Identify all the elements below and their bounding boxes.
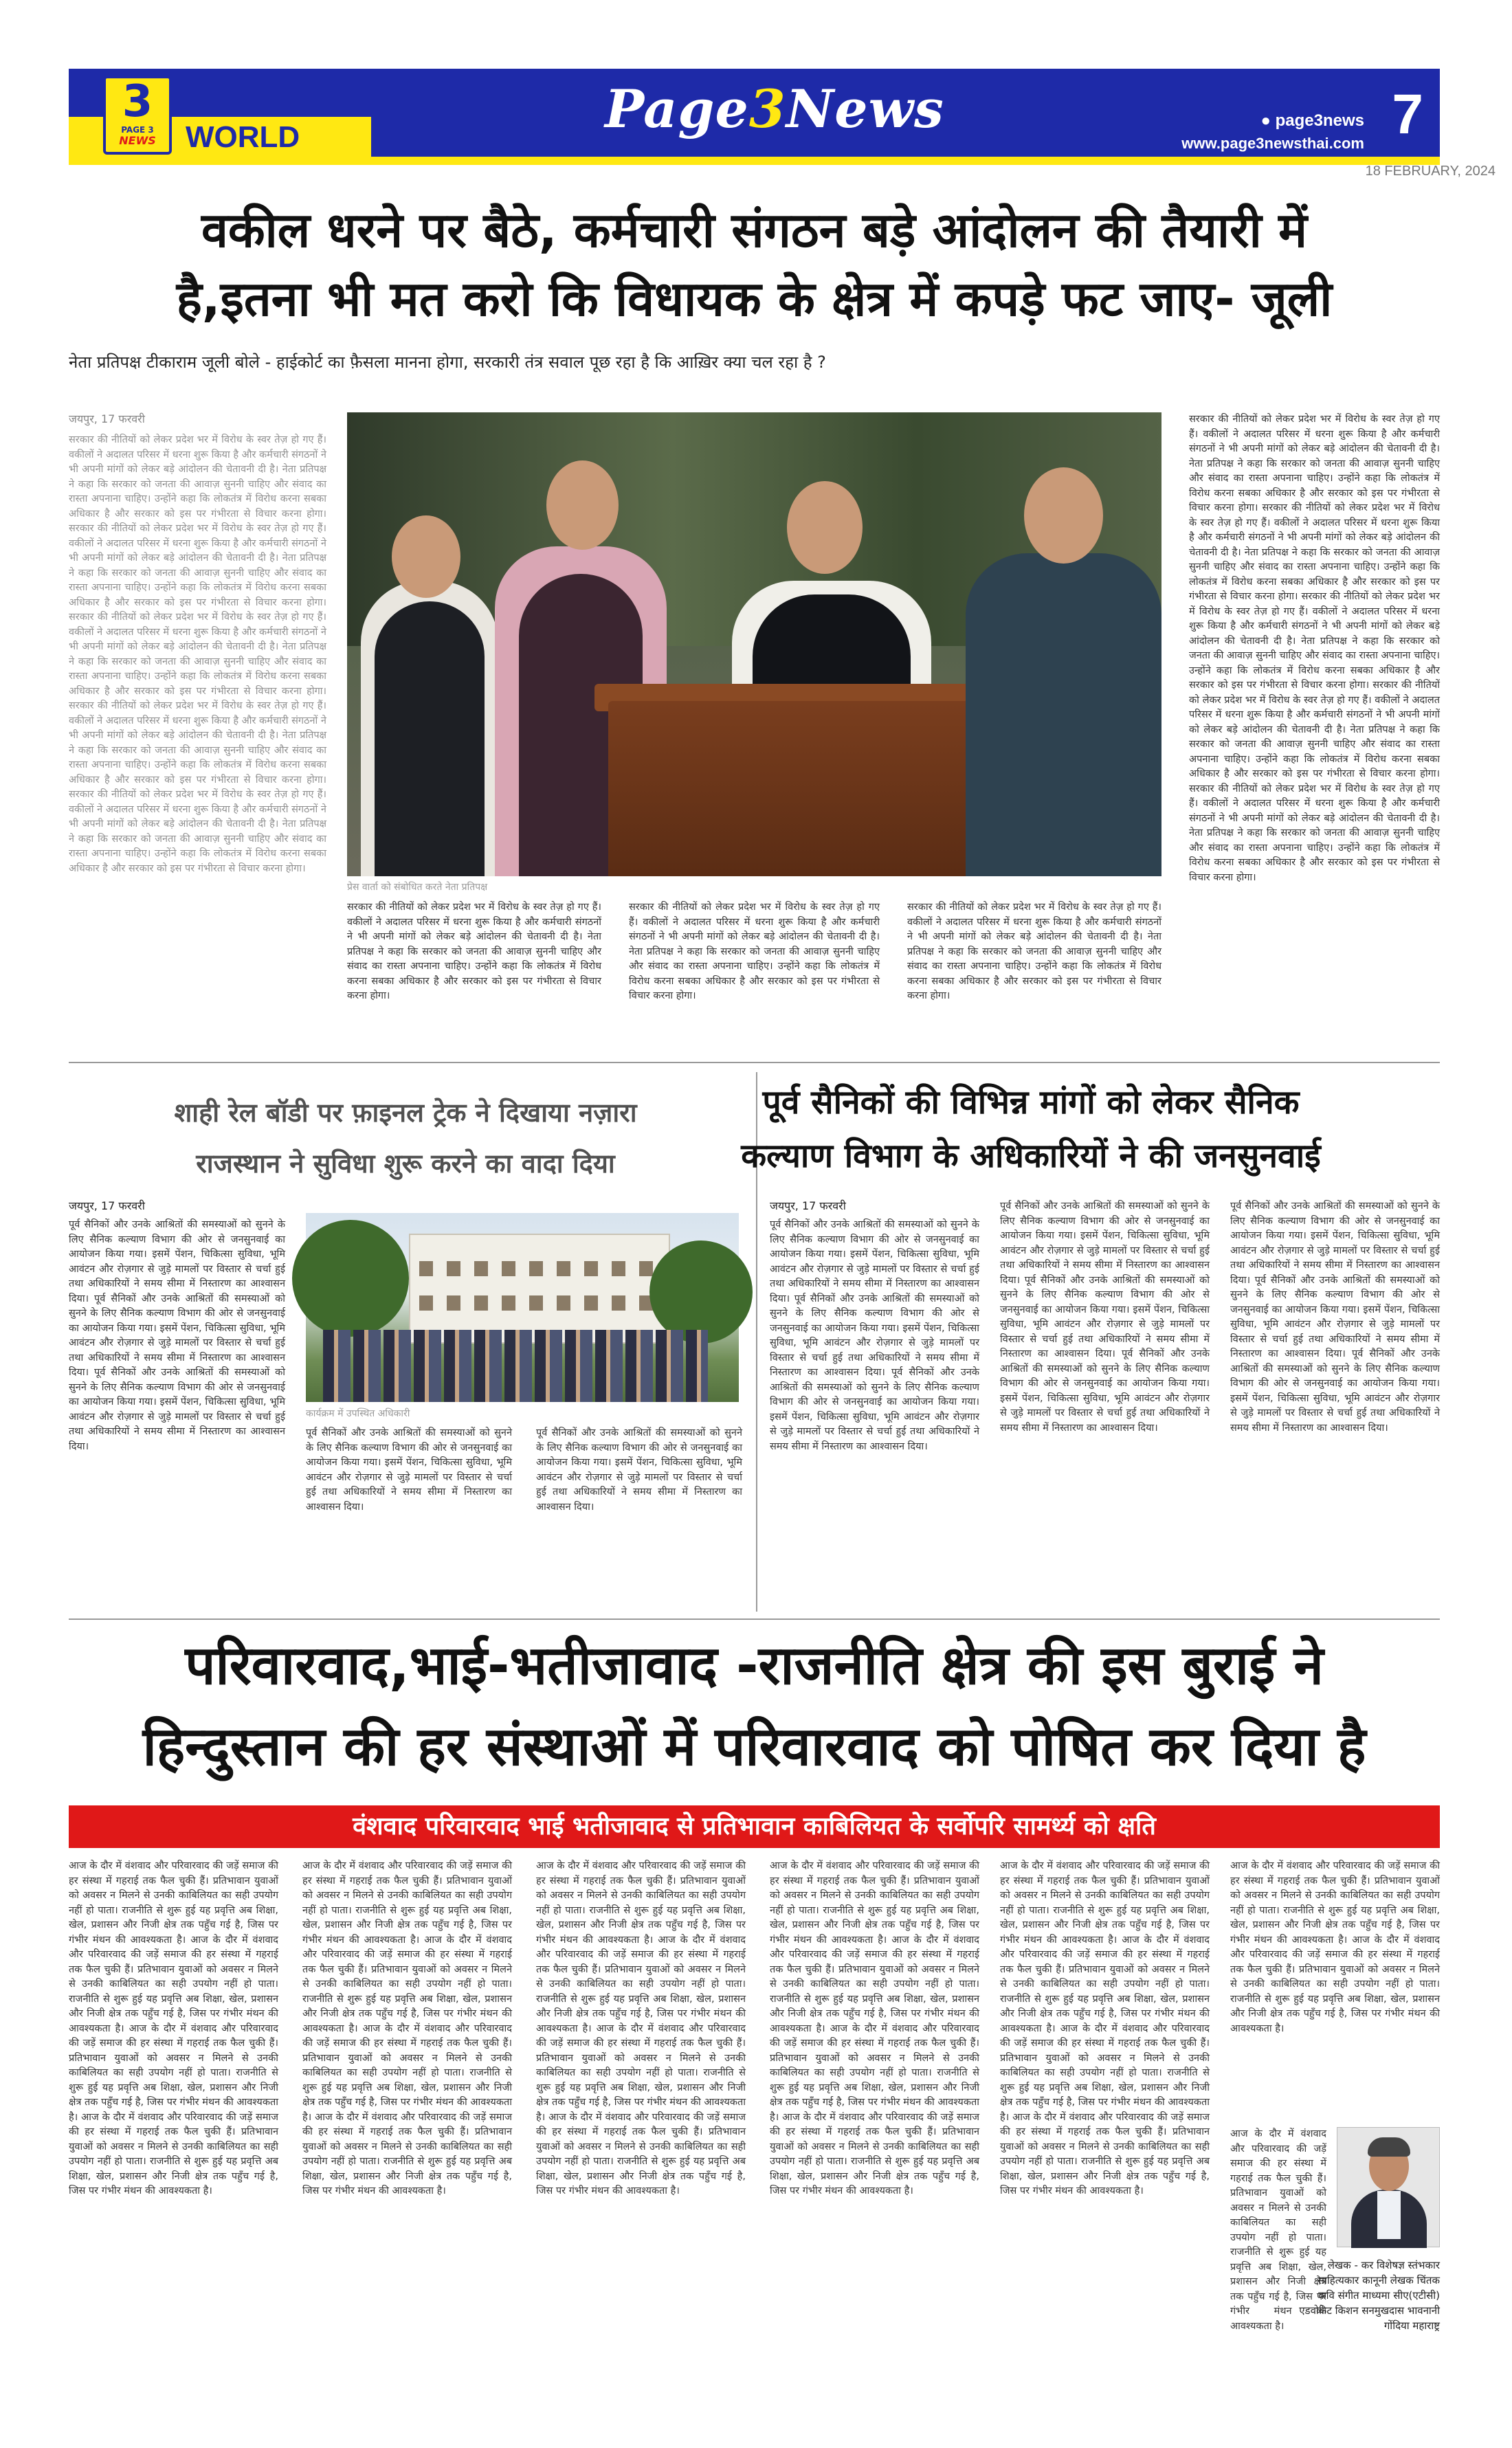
section-divider-1 bbox=[69, 1062, 1440, 1063]
author-photo[interactable] bbox=[1337, 2127, 1440, 2247]
story2-col3-text-2: पूर्व सैनिकों और उनके आश्रितों की समस्याओं को सुनने के लिए सैनिक कल्याण विभाग की ओर से जनसुनवाई का आयोजन किया गया। इसमें पेंशन, चिकित्सा सुविधा, भूमि आवंटन और रोज़गार से जुड़े मामलों पर विस्तार से चर्चा हुई तथा अधिकारियों ने समय सीमा में निस्तारण का आश्वासन दिया। bbox=[1230, 1274, 1440, 1359]
section-divider-2 bbox=[69, 1618, 1440, 1620]
story4-column-4 bbox=[770, 1859, 979, 2381]
story2-column-1 bbox=[770, 1218, 979, 1610]
masthead-strip bbox=[69, 157, 1440, 165]
brand-number: 3 bbox=[748, 78, 786, 140]
person-2-head bbox=[546, 460, 619, 550]
issue-date: 18 FEBRUARY, 2024 bbox=[1365, 164, 1496, 179]
story4-col3-text-3: आज के दौर में वंशवाद और परिवारवाद की जड़ें समाज की हर संस्था में गहराई तक फैल चुकी हैं। प्रतिभावान युवाओं को अवसर न मिलने से उनकी काबिलियत का सही उपयोग नहीं हो पाता। राजनीति से शुरू हुई यह प्रवृत्ति अब शिक्षा, खेल, प्रशासन और निजी क्षेत्र तक पहुँच गई है, जिस पर गंभीर मंथन की आवश्यकता है। bbox=[536, 2023, 746, 2123]
photo-group-caption: कार्यक्रम में उपस्थित अधिकारी bbox=[306, 1408, 410, 1419]
story4-col1-text-2: आज के दौर में वंशवाद और परिवारवाद की जड़ें समाज की हर संस्था में गहराई तक फैल चुकी हैं। प्रतिभावान युवाओं को अवसर न मिलने से उनकी काबिलियत का सही उपयोग नहीं हो पाता। राजनीति से शुरू हुई यह प्रवृत्ति अब शिक्षा, खेल, प्रशासन और निजी क्षेत्र तक पहुँच गई है, जिस पर गंभीर मंथन की आवश्यकता है। bbox=[69, 1934, 278, 2034]
story1-headline-line1: वकील धरने पर बैठे, कर्मचारी संगठन बड़े आंदोलन की तैयारी में bbox=[201, 202, 1308, 258]
story1-column-4 bbox=[907, 900, 1161, 1051]
story1-col2-text: सरकार की नीतियों को लेकर प्रदेश भर में विरोध के स्वर तेज़ हो गए हैं। वकीलों ने अदालत परिसर में धरना शुरू किया है और कर्मचारी संगठनों ने भी अपनी मांगों को लेकर बड़े आंदोलन की चेतावनी दी है। नेता प्रतिपक्ष ने कहा कि सरकार को जनता की आवाज़ सुननी चाहिए और संवाद का रास्ता अपनाना चाहिए। उन्होंने कहा कि लोकतंत्र में विरोध करना सबका अधिकार है और सरकार को इस पर गंभीरता से विचार करना होगा। bbox=[347, 902, 601, 1001]
author-line-2: साहित्यकार कानूनी लेखक चिंतक bbox=[1317, 2274, 1440, 2286]
story4-headline-line1: परिवारवाद,भाई-भतीजावाद -राजनीति क्षेत्र की इस बुराई ने bbox=[185, 1635, 1324, 1697]
story4-column-6b bbox=[1230, 2127, 1326, 2332]
story2-column-2 bbox=[1000, 1199, 1210, 1610]
story4-ribbon: वंशवाद परिवारवाद भाई भतीजावाद से प्रतिभावान काबिलियत के सर्वोपरि सामर्थ्य को क्षति bbox=[69, 1805, 1440, 1848]
story2-col1-text-3: पूर्व सैनिकों और उनके आश्रितों की समस्याओं को सुनने के लिए सैनिक कल्याण विभाग की ओर से जनसुनवाई का आयोजन किया गया। इसमें पेंशन, चिकित्सा सुविधा, भूमि आवंटन और रोज़गार से जुड़े मामलों पर विस्तार से चर्चा हुई तथा अधिकारियों ने समय सीमा में निस्तारण का आश्वासन दिया। bbox=[770, 1367, 979, 1452]
story4-col5-text-2: आज के दौर में वंशवाद और परिवारवाद की जड़ें समाज की हर संस्था में गहराई तक फैल चुकी हैं। प्रतिभावान युवाओं को अवसर न मिलने से उनकी काबिलियत का सही उपयोग नहीं हो पाता। राजनीति से शुरू हुई यह प्रवृत्ति अब शिक्षा, खेल, प्रशासन और निजी क्षेत्र तक पहुँच गई है, जिस पर गंभीर मंथन की आवश्यकता है। bbox=[1000, 1934, 1210, 2034]
person-1-jacket bbox=[375, 601, 485, 876]
story2-col2-text-2: पूर्व सैनिकों और उनके आश्रितों की समस्याओं को सुनने के लिए सैनिक कल्याण विभाग की ओर से जनसुनवाई का आयोजन किया गया। इसमें पेंशन, चिकित्सा सुविधा, भूमि आवंटन और रोज़गार से जुड़े मामलों पर विस्तार से चर्चा हुई तथा अधिकारियों ने समय सीमा में निस्तारण का आश्वासन दिया। bbox=[1000, 1274, 1210, 1359]
masthead bbox=[69, 69, 1440, 165]
story4-col1-text-3: आज के दौर में वंशवाद और परिवारवाद की जड़ें समाज की हर संस्था में गहराई तक फैल चुकी हैं। प्रतिभावान युवाओं को अवसर न मिलने से उनकी काबिलियत का सही उपयोग नहीं हो पाता। राजनीति से शुरू हुई यह प्रवृत्ति अब शिक्षा, खेल, प्रशासन और निजी क्षेत्र तक पहुँच गई है, जिस पर गंभीर मंथन की आवश्यकता है। bbox=[69, 2023, 278, 2123]
story4-col1-text-4: आज के दौर में वंशवाद और परिवारवाद की जड़ें समाज की हर संस्था में गहराई तक फैल चुकी हैं। प्रतिभावान युवाओं को अवसर न मिलने से उनकी काबिलियत का सही उपयोग नहीं हो पाता। राजनीति से शुरू हुई यह प्रवृत्ति अब शिक्षा, खेल, प्रशासन और निजी क्षेत्र तक पहुँच गई है, जिस पर गंभीर मंथन की आवश्यकता है। bbox=[69, 2111, 278, 2196]
story4-col4-text-2: आज के दौर में वंशवाद और परिवारवाद की जड़ें समाज की हर संस्था में गहराई तक फैल चुकी हैं। प्रतिभावान युवाओं को अवसर न मिलने से उनकी काबिलियत का सही उपयोग नहीं हो पाता। राजनीति से शुरू हुई यह प्रवृत्ति अब शिक्षा, खेल, प्रशासन और निजी क्षेत्र तक पहुँच गई है, जिस पर गंभीर मंथन की आवश्यकता है। bbox=[770, 1934, 979, 2034]
story1-col1-text-5: सरकार की नीतियों को लेकर प्रदेश भर में विरोध के स्वर तेज़ हो गए हैं। वकीलों ने अदालत परिसर में धरना शुरू किया है और कर्मचारी संगठनों ने भी अपनी मांगों को लेकर बड़े आंदोलन की चेतावनी दी है। नेता प्रतिपक्ष ने कहा कि सरकार को जनता की आवाज़ सुननी चाहिए और संवाद का रास्ता अपनाना चाहिए। उन्होंने कहा कि लोकतंत्र में विरोध करना सबका अधिकार है और सरकार को इस पर गंभीरता से विचार करना होगा। bbox=[69, 789, 326, 874]
tree-left bbox=[292, 1220, 409, 1337]
story1-column-3 bbox=[629, 900, 880, 1051]
story4-col3-text-2: आज के दौर में वंशवाद और परिवारवाद की जड़ें समाज की हर संस्था में गहराई तक फैल चुकी हैं। प्रतिभावान युवाओं को अवसर न मिलने से उनकी काबिलियत का सही उपयोग नहीं हो पाता। राजनीति से शुरू हुई यह प्रवृत्ति अब शिक्षा, खेल, प्रशासन और निजी क्षेत्र तक पहुँच गई है, जिस पर गंभीर मंथन की आवश्यकता है। bbox=[536, 1934, 746, 2034]
site-url[interactable]: www.page3newsthai.com bbox=[1181, 135, 1364, 152]
logo-news: NEWS bbox=[119, 134, 156, 147]
person-4 bbox=[966, 553, 1161, 876]
tree-right bbox=[649, 1240, 753, 1344]
author-line-1: लेखक - कर विशेषज्ञ स्तंभकार bbox=[1327, 2259, 1440, 2271]
story2-col2-text-3: पूर्व सैनिकों और उनके आश्रितों की समस्याओं को सुनने के लिए सैनिक कल्याण विभाग की ओर से जनसुनवाई का आयोजन किया गया। इसमें पेंशन, चिकित्सा सुविधा, भूमि आवंटन और रोज़गार से जुड़े मामलों पर विस्तार से चर्चा हुई तथा अधिकारियों ने समय सीमा में निस्तारण का आश्वासन दिया। bbox=[1000, 1348, 1210, 1434]
story4-headline-line2: हिन्दुस्तान की हर संस्थाओं में परिवारवाद को पोषित कर दिया है bbox=[142, 1716, 1366, 1778]
story1-col5-text-5: सरकार की नीतियों को लेकर प्रदेश भर में विरोध के स्वर तेज़ हो गए हैं। वकीलों ने अदालत परिसर में धरना शुरू किया है और कर्मचारी संगठनों ने भी अपनी मांगों को लेकर बड़े आंदोलन की चेतावनी दी है। नेता प्रतिपक्ष ने कहा कि सरकार को जनता की आवाज़ सुननी चाहिए और संवाद का रास्ता अपनाना चाहिए। उन्होंने कहा कि लोकतंत्र में विरोध करना सबका अधिकार है और सरकार को इस पर गंभीरता से विचार करना होगा। bbox=[1189, 783, 1440, 883]
story2-col3-text: पूर्व सैनिकों और उनके आश्रितों की समस्याओं को सुनने के लिए सैनिक कल्याण विभाग की ओर से जनसुनवाई का आयोजन किया गया। इसमें पेंशन, चिकित्सा सुविधा, भूमि आवंटन और रोज़गार से जुड़े मामलों पर विस्तार से चर्चा हुई तथा अधिकारियों ने समय सीमा में निस्तारण का आश्वासन दिया। bbox=[1230, 1201, 1440, 1286]
story2-col1-text: पूर्व सैनिकों और उनके आश्रितों की समस्याओं को सुनने के लिए सैनिक कल्याण विभाग की ओर से जनसुनवाई का आयोजन किया गया। इसमें पेंशन, चिकित्सा सुविधा, भूमि आवंटन और रोज़गार से जुड़े मामलों पर विस्तार से चर्चा हुई तथा अधिकारियों ने समय सीमा में निस्तारण का आश्वासन दिया। bbox=[770, 1219, 979, 1304]
author-hair bbox=[1368, 2137, 1410, 2157]
story2-col2-text: पूर्व सैनिकों और उनके आश्रितों की समस्याओं को सुनने के लिए सैनिक कल्याण विभाग की ओर से जनसुनवाई का आयोजन किया गया। इसमें पेंशन, चिकित्सा सुविधा, भूमि आवंटन और रोज़गार से जुड़े मामलों पर विस्तार से चर्चा हुई तथा अधिकारियों ने समय सीमा में निस्तारण का आश्वासन दिया। bbox=[1000, 1201, 1210, 1286]
story4-col5-text-3: आज के दौर में वंशवाद और परिवारवाद की जड़ें समाज की हर संस्था में गहराई तक फैल चुकी हैं। प्रतिभावान युवाओं को अवसर न मिलने से उनकी काबिलियत का सही उपयोग नहीं हो पाता। राजनीति से शुरू हुई यह प्रवृत्ति अब शिक्षा, खेल, प्रशासन और निजी क्षेत्र तक पहुँच गई है, जिस पर गंभीर मंथन की आवश्यकता है। bbox=[1000, 2023, 1210, 2123]
building-windows-2 bbox=[419, 1295, 660, 1311]
story1-column-1 bbox=[69, 433, 326, 1179]
story4-col2-text-2: आज के दौर में वंशवाद और परिवारवाद की जड़ें समाज की हर संस्था में गहराई तक फैल चुकी हैं। प्रतिभावान युवाओं को अवसर न मिलने से उनकी काबिलियत का सही उपयोग नहीं हो पाता। राजनीति से शुरू हुई यह प्रवृत्ति अब शिक्षा, खेल, प्रशासन और निजी क्षेत्र तक पहुँच गई है, जिस पर गंभीर मंथन की आवश्यकता है। bbox=[302, 1934, 512, 2034]
page3-logo[interactable] bbox=[103, 76, 172, 155]
story1-headline[interactable] bbox=[69, 196, 1440, 333]
person-3-head bbox=[787, 481, 863, 574]
story4-column-5 bbox=[1000, 1859, 1210, 2381]
story4-column-3 bbox=[536, 1859, 746, 2381]
story4-col4-text: आज के दौर में वंशवाद और परिवारवाद की जड़ें समाज की हर संस्था में गहराई तक फैल चुकी हैं। प्रतिभावान युवाओं को अवसर न मिलने से उनकी काबिलियत का सही उपयोग नहीं हो पाता। राजनीति से शुरू हुई यह प्रवृत्ति अब शिक्षा, खेल, प्रशासन और निजी क्षेत्र तक पहुँच गई है, जिस पर गंभीर मंथन की आवश्यकता है। bbox=[770, 1860, 979, 1946]
story3-headline[interactable] bbox=[110, 1087, 701, 1189]
group-of-officials bbox=[323, 1330, 708, 1402]
story3-byline: जयपुर, 17 फरवरी bbox=[69, 1199, 145, 1212]
story1-deck: नेता प्रतिपक्ष टीकाराम जूली बोले - हाईकोर्ट का फ़ैसला मानना होगा, सरकारी तंत्र सवाल पूछ रहा है कि आख़िर क्या चल रहा है ? bbox=[69, 353, 826, 372]
story1-col3-text: सरकार की नीतियों को लेकर प्रदेश भर में विरोध के स्वर तेज़ हो गए हैं। वकीलों ने अदालत परिसर में धरना शुरू किया है और कर्मचारी संगठनों ने भी अपनी मांगों को लेकर बड़े आंदोलन की चेतावनी दी है। नेता प्रतिपक्ष ने कहा कि सरकार को जनता की आवाज़ सुननी चाहिए और संवाद का रास्ता अपनाना चाहिए। उन्होंने कहा कि लोकतंत्र में विरोध करना सबका अधिकार है और सरकार को इस पर गंभीरता से विचार करना होगा। bbox=[629, 902, 880, 1001]
story4-column-6 bbox=[1230, 1859, 1440, 2113]
photo-main-caption: प्रेस वार्ता को संबोधित करते नेता प्रतिपक्ष bbox=[347, 882, 488, 893]
story4-col6-text: आज के दौर में वंशवाद और परिवारवाद की जड़ें समाज की हर संस्था में गहराई तक फैल चुकी हैं। प्रतिभावान युवाओं को अवसर न मिलने से उनकी काबिलियत का सही उपयोग नहीं हो पाता। राजनीति से शुरू हुई यह प्रवृत्ति अब शिक्षा, खेल, प्रशासन और निजी क्षेत्र तक पहुँच गई है, जिस पर गंभीर मंथन की आवश्यकता है। bbox=[1230, 1860, 1440, 1946]
building-windows bbox=[419, 1261, 660, 1276]
story3-headline-line1: शाही रेल बॉडी पर फ़ाइनल ट्रेक ने दिखाया नज़ारा bbox=[174, 1098, 637, 1128]
story4-col6b-text: आज के दौर में वंशवाद और परिवारवाद की जड़ें समाज की हर संस्था में गहराई तक फैल चुकी हैं। प्रतिभावान युवाओं को अवसर न मिलने से उनकी काबिलियत का सही उपयोग नहीं हो पाता। राजनीति से शुरू हुई यह प्रवृत्ति अब शिक्षा, खेल, प्रशासन और निजी क्षेत्र तक पहुँच गई है, जिस पर गंभीर मंथन की आवश्यकता है। bbox=[1230, 2128, 1326, 2332]
person-1-head bbox=[392, 515, 460, 598]
story4-col2-text-3: आज के दौर में वंशवाद और परिवारवाद की जड़ें समाज की हर संस्था में गहराई तक फैल चुकी हैं। प्रतिभावान युवाओं को अवसर न मिलने से उनकी काबिलियत का सही उपयोग नहीं हो पाता। राजनीति से शुरू हुई यह प्रवृत्ति अब शिक्षा, खेल, प्रशासन और निजी क्षेत्र तक पहुँच गई है, जिस पर गंभीर मंथन की आवश्यकता है। bbox=[302, 2023, 512, 2123]
story1-col5-text-2: सरकार की नीतियों को लेकर प्रदेश भर में विरोध के स्वर तेज़ हो गए हैं। वकीलों ने अदालत परिसर में धरना शुरू किया है और कर्मचारी संगठनों ने भी अपनी मांगों को लेकर बड़े आंदोलन की चेतावनी दी है। नेता प्रतिपक्ष ने कहा कि सरकार को जनता की आवाज़ सुननी चाहिए और संवाद का रास्ता अपनाना चाहिए। उन्होंने कहा कि लोकतंत्र में विरोध करना सबका अधिकार है और सरकार को इस पर गंभीरता से विचार करना होगा। bbox=[1189, 502, 1440, 602]
story4-col3-text: आज के दौर में वंशवाद और परिवारवाद की जड़ें समाज की हर संस्था में गहराई तक फैल चुकी हैं। प्रतिभावान युवाओं को अवसर न मिलने से उनकी काबिलियत का सही उपयोग नहीं हो पाता। राजनीति से शुरू हुई यह प्रवृत्ति अब शिक्षा, खेल, प्रशासन और निजी क्षेत्र तक पहुँच गई है, जिस पर गंभीर मंथन की आवश्यकता है। bbox=[536, 1860, 746, 1946]
story2-col1-text-2: पूर्व सैनिकों और उनके आश्रितों की समस्याओं को सुनने के लिए सैनिक कल्याण विभाग की ओर से जनसुनवाई का आयोजन किया गया। इसमें पेंशन, चिकित्सा सुविधा, भूमि आवंटन और रोज़गार से जुड़े मामलों पर विस्तार से चर्चा हुई तथा अधिकारियों ने समय सीमा में निस्तारण का आश्वासन दिया। bbox=[770, 1293, 979, 1378]
story1-headline-line2: है,इतना भी मत करो कि विधायक के क्षेत्र में कपड़े फट जाए- जूली bbox=[176, 271, 1333, 327]
story3-col2-text: पूर्व सैनिकों और उनके आश्रितों की समस्याओं को सुनने के लिए सैनिक कल्याण विभाग की ओर से जनसुनवाई का आयोजन किया गया। इसमें पेंशन, चिकित्सा सुविधा, भूमि आवंटन और रोज़गार से जुड़े मामलों पर विस्तार से चर्चा हुई तथा अधिकारियों ने समय सीमा में निस्तारण का आश्वासन दिया। bbox=[306, 1427, 512, 1513]
story3-column-1 bbox=[69, 1218, 285, 1610]
story1-col1-text-4: सरकार की नीतियों को लेकर प्रदेश भर में विरोध के स्वर तेज़ हो गए हैं। वकीलों ने अदालत परिसर में धरना शुरू किया है और कर्मचारी संगठनों ने भी अपनी मांगों को लेकर बड़े आंदोलन की चेतावनी दी है। नेता प्रतिपक्ष ने कहा कि सरकार को जनता की आवाज़ सुननी चाहिए और संवाद का रास्ता अपनाना चाहिए। उन्होंने कहा कि लोकतंत्र में विरोध करना सबका अधिकार है और सरकार को इस पर गंभीरता से विचार करना होगा। bbox=[69, 700, 326, 786]
story2-column-3 bbox=[1230, 1199, 1440, 1610]
story1-col5-text-3: सरकार की नीतियों को लेकर प्रदेश भर में विरोध के स्वर तेज़ हो गए हैं। वकीलों ने अदालत परिसर में धरना शुरू किया है और कर्मचारी संगठनों ने भी अपनी मांगों को लेकर बड़े आंदोलन की चेतावनी दी है। नेता प्रतिपक्ष ने कहा कि सरकार को जनता की आवाज़ सुननी चाहिए और संवाद का रास्ता अपनाना चाहिए। उन्होंने कहा कि लोकतंत्र में विरोध करना सबका अधिकार है और सरकार को इस पर गंभीरता से विचार करना होगा। bbox=[1189, 591, 1440, 691]
story4-column-2 bbox=[302, 1859, 512, 2381]
story3-column-2 bbox=[306, 1426, 512, 1610]
story3-col1-text-3: पूर्व सैनिकों और उनके आश्रितों की समस्याओं को सुनने के लिए सैनिक कल्याण विभाग की ओर से जनसुनवाई का आयोजन किया गया। इसमें पेंशन, चिकित्सा सुविधा, भूमि आवंटन और रोज़गार से जुड़े मामलों पर विस्तार से चर्चा हुई तथा अधिकारियों ने समय सीमा में निस्तारण का आश्वासन दिया। bbox=[69, 1367, 285, 1452]
site-handle[interactable]: ● page3news bbox=[1260, 111, 1364, 130]
story1-column-5 bbox=[1189, 412, 1440, 1051]
heritage-building bbox=[409, 1234, 670, 1344]
person-4-head bbox=[1024, 467, 1103, 564]
story1-col5-text: सरकार की नीतियों को लेकर प्रदेश भर में विरोध के स्वर तेज़ हो गए हैं। वकीलों ने अदालत परिसर में धरना शुरू किया है और कर्मचारी संगठनों ने भी अपनी मांगों को लेकर बड़े आंदोलन की चेतावनी दी है। नेता प्रतिपक्ष ने कहा कि सरकार को जनता की आवाज़ सुननी चाहिए और संवाद का रास्ता अपनाना चाहिए। उन्होंने कहा कि लोकतंत्र में विरोध करना सबका अधिकार है और सरकार को इस पर गंभीरता से विचार करना होगा। bbox=[1189, 414, 1440, 513]
brand-prefix: Page bbox=[605, 78, 749, 140]
story4-col5-text: आज के दौर में वंशवाद और परिवारवाद की जड़ें समाज की हर संस्था में गहराई तक फैल चुकी हैं। प्रतिभावान युवाओं को अवसर न मिलने से उनकी काबिलियत का सही उपयोग नहीं हो पाता। राजनीति से शुरू हुई यह प्रवृत्ति अब शिक्षा, खेल, प्रशासन और निजी क्षेत्र तक पहुँच गई है, जिस पर गंभीर मंथन की आवश्यकता है। bbox=[1000, 1860, 1210, 1946]
story4-col1-text: आज के दौर में वंशवाद और परिवारवाद की जड़ें समाज की हर संस्था में गहराई तक फैल चुकी हैं। प्रतिभावान युवाओं को अवसर न मिलने से उनकी काबिलियत का सही उपयोग नहीं हो पाता। राजनीति से शुरू हुई यह प्रवृत्ति अब शिक्षा, खेल, प्रशासन और निजी क्षेत्र तक पहुँच गई है, जिस पर गंभीर मंथन की आवश्यकता है। bbox=[69, 1860, 278, 1946]
story3-column-3 bbox=[536, 1426, 742, 1610]
story1-byline: जयपुर, 17 फरवरी bbox=[69, 412, 145, 425]
author-line-5: गोंदिया महाराष्ट्र bbox=[1383, 2319, 1440, 2332]
story1-col4-text: सरकार की नीतियों को लेकर प्रदेश भर में विरोध के स्वर तेज़ हो गए हैं। वकीलों ने अदालत परिसर में धरना शुरू किया है और कर्मचारी संगठनों ने भी अपनी मांगों को लेकर बड़े आंदोलन की चेतावनी दी है। नेता प्रतिपक्ष ने कहा कि सरकार को जनता की आवाज़ सुननी चाहिए और संवाद का रास्ता अपनाना चाहिए। उन्होंने कहा कि लोकतंत्र में विरोध करना सबका अधिकार है और सरकार को इस पर गंभीरता से विचार करना होगा। bbox=[907, 902, 1161, 1001]
story1-col1-text-3: सरकार की नीतियों को लेकर प्रदेश भर में विरोध के स्वर तेज़ हो गए हैं। वकीलों ने अदालत परिसर में धरना शुरू किया है और कर्मचारी संगठनों ने भी अपनी मांगों को लेकर बड़े आंदोलन की चेतावनी दी है। नेता प्रतिपक्ष ने कहा कि सरकार को जनता की आवाज़ सुननी चाहिए और संवाद का रास्ता अपनाना चाहिए। उन्होंने कहा कि लोकतंत्र में विरोध करना सबका अधिकार है और सरकार को इस पर गंभीरता से विचार करना होगा। bbox=[69, 612, 326, 697]
story4-col3-text-4: आज के दौर में वंशवाद और परिवारवाद की जड़ें समाज की हर संस्था में गहराई तक फैल चुकी हैं। प्रतिभावान युवाओं को अवसर न मिलने से उनकी काबिलियत का सही उपयोग नहीं हो पाता। राजनीति से शुरू हुई यह प्रवृत्ति अब शिक्षा, खेल, प्रशासन और निजी क्षेत्र तक पहुँच गई है, जिस पर गंभीर मंथन की आवश्यकता है। bbox=[536, 2111, 746, 2196]
story2-col3-text-3: पूर्व सैनिकों और उनके आश्रितों की समस्याओं को सुनने के लिए सैनिक कल्याण विभाग की ओर से जनसुनवाई का आयोजन किया गया। इसमें पेंशन, चिकित्सा सुविधा, भूमि आवंटन और रोज़गार से जुड़े मामलों पर विस्तार से चर्चा हुई तथा अधिकारियों ने समय सीमा में निस्तारण का आश्वासन दिया। bbox=[1230, 1348, 1440, 1434]
story1-col5-text-4: सरकार की नीतियों को लेकर प्रदेश भर में विरोध के स्वर तेज़ हो गए हैं। वकीलों ने अदालत परिसर में धरना शुरू किया है और कर्मचारी संगठनों ने भी अपनी मांगों को लेकर बड़े आंदोलन की चेतावनी दी है। नेता प्रतिपक्ष ने कहा कि सरकार को जनता की आवाज़ सुननी चाहिए और संवाद का रास्ता अपनाना चाहिए। उन्होंने कहा कि लोकतंत्र में विरोध करना सबका अधिकार है और सरकार को इस पर गंभीरता से विचार करना होगा। bbox=[1189, 680, 1440, 779]
press-conference-photo[interactable] bbox=[347, 412, 1161, 876]
story3-col3-text: पूर्व सैनिकों और उनके आश्रितों की समस्याओं को सुनने के लिए सैनिक कल्याण विभाग की ओर से जनसुनवाई का आयोजन किया गया। इसमें पेंशन, चिकित्सा सुविधा, भूमि आवंटन और रोज़गार से जुड़े मामलों पर विस्तार से चर्चा हुई तथा अधिकारियों ने समय सीमा में निस्तारण का आश्वासन दिया। bbox=[536, 1427, 742, 1513]
story4-col2-text-4: आज के दौर में वंशवाद और परिवारवाद की जड़ें समाज की हर संस्था में गहराई तक फैल चुकी हैं। प्रतिभावान युवाओं को अवसर न मिलने से उनकी काबिलियत का सही उपयोग नहीं हो पाता। राजनीति से शुरू हुई यह प्रवृत्ति अब शिक्षा, खेल, प्रशासन और निजी क्षेत्र तक पहुँच गई है, जिस पर गंभीर मंथन की आवश्यकता है। bbox=[302, 2111, 512, 2196]
logo-sub: PAGE 3 bbox=[121, 125, 154, 135]
story3-headline-line2: राजस्थान ने सुविधा शुरू करने का वादा दिया bbox=[196, 1148, 615, 1179]
logo-number: 3 bbox=[122, 76, 153, 127]
story4-col6-text-2: आज के दौर में वंशवाद और परिवारवाद की जड़ें समाज की हर संस्था में गहराई तक फैल चुकी हैं। प्रतिभावान युवाओं को अवसर न मिलने से उनकी काबिलियत का सही उपयोग नहीं हो पाता। राजनीति से शुरू हुई यह प्रवृत्ति अब शिक्षा, खेल, प्रशासन और निजी क्षेत्र तक पहुँच गई है, जिस पर गंभीर मंथन की आवश्यकता है। bbox=[1230, 1934, 1440, 2034]
story4-headline[interactable] bbox=[69, 1625, 1440, 1788]
podium bbox=[608, 701, 979, 876]
story4-col5-text-4: आज के दौर में वंशवाद और परिवारवाद की जड़ें समाज की हर संस्था में गहराई तक फैल चुकी हैं। प्रतिभावान युवाओं को अवसर न मिलने से उनकी काबिलियत का सही उपयोग नहीं हो पाता। राजनीति से शुरू हुई यह प्रवृत्ति अब शिक्षा, खेल, प्रशासन और निजी क्षेत्र तक पहुँच गई है, जिस पर गंभीर मंथन की आवश्यकता है। bbox=[1000, 2111, 1210, 2196]
author-signature bbox=[1230, 2258, 1440, 2333]
story1-col1-text: सरकार की नीतियों को लेकर प्रदेश भर में विरोध के स्वर तेज़ हो गए हैं। वकीलों ने अदालत परिसर में धरना शुरू किया है और कर्मचारी संगठनों ने भी अपनी मांगों को लेकर बड़े आंदोलन की चेतावनी दी है। नेता प्रतिपक्ष ने कहा कि सरकार को जनता की आवाज़ सुननी चाहिए और संवाद का रास्ता अपनाना चाहिए। उन्होंने कहा कि लोकतंत्र में विरोध करना सबका अधिकार है और सरकार को इस पर गंभीरता से विचार करना होगा। bbox=[69, 434, 326, 520]
group-photo[interactable] bbox=[306, 1213, 739, 1402]
section-label: WORLD bbox=[186, 120, 300, 154]
story3-col1-text: पूर्व सैनिकों और उनके आश्रितों की समस्याओं को सुनने के लिए सैनिक कल्याण विभाग की ओर से जनसुनवाई का आयोजन किया गया। इसमें पेंशन, चिकित्सा सुविधा, भूमि आवंटन और रोज़गार से जुड़े मामलों पर विस्तार से चर्चा हुई तथा अधिकारियों ने समय सीमा में निस्तारण का आश्वासन दिया। bbox=[69, 1219, 285, 1304]
story4-col4-text-3: आज के दौर में वंशवाद और परिवारवाद की जड़ें समाज की हर संस्था में गहराई तक फैल चुकी हैं। प्रतिभावान युवाओं को अवसर न मिलने से उनकी काबिलियत का सही उपयोग नहीं हो पाता। राजनीति से शुरू हुई यह प्रवृत्ति अब शिक्षा, खेल, प्रशासन और निजी क्षेत्र तक पहुँच गई है, जिस पर गंभीर मंथन की आवश्यकता है। bbox=[770, 2023, 979, 2123]
author-line-4: एडवोकेट किशन सनमुखदास भावनानी bbox=[1299, 2304, 1440, 2317]
brand-suffix: News bbox=[786, 78, 944, 140]
story2-headline[interactable] bbox=[674, 1076, 1388, 1183]
story1-column-2 bbox=[347, 900, 601, 1051]
story2-headline-line2: कल्याण विभाग के अधिकारियों ने की जनसुनवाई bbox=[741, 1137, 1321, 1175]
story3-col1-text-2: पूर्व सैनिकों और उनके आश्रितों की समस्याओं को सुनने के लिए सैनिक कल्याण विभाग की ओर से जनसुनवाई का आयोजन किया गया। इसमें पेंशन, चिकित्सा सुविधा, भूमि आवंटन और रोज़गार से जुड़े मामलों पर विस्तार से चर्चा हुई तथा अधिकारियों ने समय सीमा में निस्तारण का आश्वासन दिया। bbox=[69, 1293, 285, 1378]
story1-col1-text-2: सरकार की नीतियों को लेकर प्रदेश भर में विरोध के स्वर तेज़ हो गए हैं। वकीलों ने अदालत परिसर में धरना शुरू किया है और कर्मचारी संगठनों ने भी अपनी मांगों को लेकर बड़े आंदोलन की चेतावनी दी है। नेता प्रतिपक्ष ने कहा कि सरकार को जनता की आवाज़ सुननी चाहिए और संवाद का रास्ता अपनाना चाहिए। उन्होंने कहा कि लोकतंत्र में विरोध करना सबका अधिकार है और सरकार को इस पर गंभीरता से विचार करना होगा। bbox=[69, 523, 326, 608]
story2-byline: जयपुर, 17 फरवरी bbox=[770, 1199, 846, 1212]
author-line-3: कवि संगीत माध्यमा सीए(एटीसी) bbox=[1318, 2289, 1440, 2302]
story4-col4-text-4: आज के दौर में वंशवाद और परिवारवाद की जड़ें समाज की हर संस्था में गहराई तक फैल चुकी हैं। प्रतिभावान युवाओं को अवसर न मिलने से उनकी काबिलियत का सही उपयोग नहीं हो पाता। राजनीति से शुरू हुई यह प्रवृत्ति अब शिक्षा, खेल, प्रशासन और निजी क्षेत्र तक पहुँच गई है, जिस पर गंभीर मंथन की आवश्यकता है। bbox=[770, 2111, 979, 2196]
brand-title[interactable] bbox=[605, 78, 944, 140]
story4-col2-text: आज के दौर में वंशवाद और परिवारवाद की जड़ें समाज की हर संस्था में गहराई तक फैल चुकी हैं। प्रतिभावान युवाओं को अवसर न मिलने से उनकी काबिलियत का सही उपयोग नहीं हो पाता। राजनीति से शुरू हुई यह प्रवृत्ति अब शिक्षा, खेल, प्रशासन और निजी क्षेत्र तक पहुँच गई है, जिस पर गंभीर मंथन की आवश्यकता है। bbox=[302, 1860, 512, 1946]
story4-column-1 bbox=[69, 1859, 278, 2381]
author-shirt bbox=[1377, 2191, 1401, 2239]
story2-headline-line1: पूर्व सैनिकों की विभिन्न मांगों को लेकर सैनिक bbox=[762, 1083, 1300, 1122]
page-number: 7 bbox=[1392, 83, 1423, 146]
